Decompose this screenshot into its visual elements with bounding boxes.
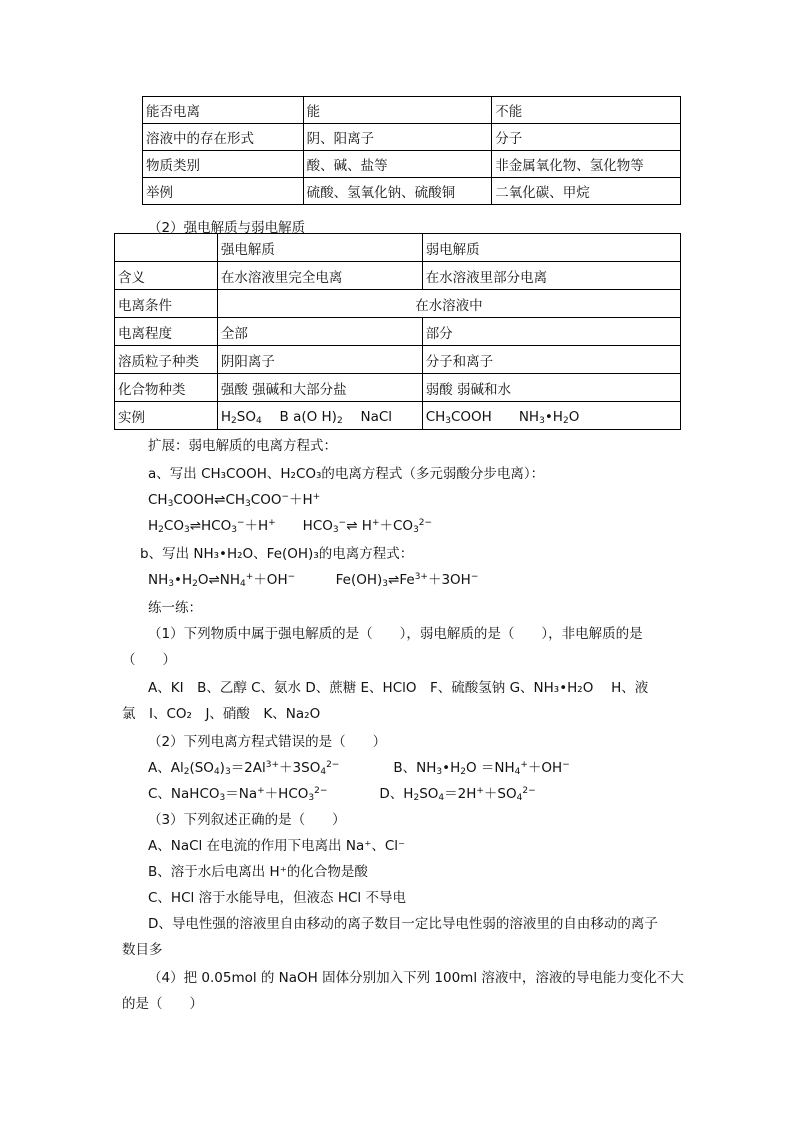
table-row xyxy=(115,290,681,318)
equation-line: $NH_3•H_2O\rightleftharpoons NH_4^++OH^-$ $Fe(OH)_3\rightleftharpoons Fe^{3+}+3OH^-$ xyxy=(148,572,479,589)
question-3-option-b: B、溶于水后电离出 H⁺的化合物是酸 xyxy=(148,864,368,880)
table-cell-formula: $CH_3COOH$ $NH_3•H_2O$ xyxy=(422,402,680,430)
question-b-title: b、写出 NH₃•H₂O、Fe(OH)₃的电离方程式： xyxy=(140,546,414,562)
question-2: （2）下列电离方程式错误的是（ ） xyxy=(148,734,387,750)
comparison-table-ionization xyxy=(142,96,681,205)
table-cell: 在水溶液里部分电离 xyxy=(422,262,680,290)
question-a-title: a、写出 CH₃COOH、H₂CO₃的电离方程式（多元弱酸分步电离）： xyxy=(148,466,545,482)
question-1-cont: （ ） xyxy=(122,652,176,668)
table-cell: 分子和离子 xyxy=(422,346,680,374)
practice-heading: 练一练： xyxy=(148,600,202,616)
table-cell: 二氧化碳、甲烷 xyxy=(492,178,681,205)
table-cell: 举例 xyxy=(143,178,304,205)
question-3-option-c: C、HCl 溶于水能导电，但液态 HCl 不导电 xyxy=(148,890,406,906)
equation-line: $CH_3COOH\rightleftharpoons CH_3COO^-+H^+$ xyxy=(148,492,321,509)
table-cell: 阴阳离子 xyxy=(217,346,422,374)
table-cell: 在水溶液中 xyxy=(217,290,680,318)
table-cell: 溶液中的存在形式 xyxy=(143,124,304,151)
question-1: （1）下列物质中属于强电解质的是（ ），弱电解质的是（ ），非电解质的是 xyxy=(148,626,643,642)
equation-line: $H_2CO_3\rightleftharpoons HCO_3^-+H^+$ $HCO_3^-\rightleftharpoons$ $H^++CO_3^{2-}$ xyxy=(148,518,433,535)
table-cell xyxy=(115,234,218,262)
strong-weak-electrolyte-table xyxy=(114,233,681,430)
table-row xyxy=(115,234,681,262)
question-3: （3）下列叙述正确的是（ ） xyxy=(148,812,346,828)
table-row xyxy=(115,402,681,430)
table-row xyxy=(115,346,681,374)
table-cell: 能否电离 xyxy=(143,97,304,124)
table-cell: 物质类别 xyxy=(143,151,304,178)
question-2-options: C、$NaHCO_3=Na^++HCO_3^{2-}$ D、$H_2SO_4=2H^++SO_4^{2-}$ xyxy=(148,786,536,803)
table-row xyxy=(143,124,681,151)
table-cell-formula: $H_2SO_4$ B a(O $H)_2$ NaCl xyxy=(217,402,422,430)
table-cell: 实例 xyxy=(115,402,218,430)
table-header-cell: 强电解质 xyxy=(217,234,422,262)
table-header-cell: 弱电解质 xyxy=(422,234,680,262)
table-cell: 化合物种类 xyxy=(115,374,218,402)
table-row xyxy=(143,178,681,205)
table-cell: 阴、阳离子 xyxy=(303,124,492,151)
question-4: （4）把 0.05mol 的 NaOH 固体分别加入下列 100ml 溶液中，溶液的导电能力变化不大 xyxy=(148,970,684,986)
question-3-option-d: D、导电性强的溶液里自由移动的离子数目一定比导电性弱的溶液里的自由移动的离子 xyxy=(148,916,658,932)
table-cell: 含义 xyxy=(115,262,218,290)
table-cell: 弱酸 弱碱和水 xyxy=(422,374,680,402)
section-heading: （2）强电解质与弱电解质 xyxy=(148,220,306,236)
table-cell: 电离条件 xyxy=(115,290,218,318)
table-cell: 硫酸、氢氧化钠、硫酸铜 xyxy=(303,178,492,205)
table-cell: 不能 xyxy=(492,97,681,124)
table-row xyxy=(115,318,681,346)
table-row xyxy=(143,97,681,124)
table-row xyxy=(115,262,681,290)
table-cell: 能 xyxy=(303,97,492,124)
table-cell: 酸、碱、盐等 xyxy=(303,151,492,178)
question-2-options: A、$Al_2(SO_4)_3=2Al^{3+}+3SO_4^{2-}$ B、$NH_3•H_2O =NH_4^++OH^-$ xyxy=(148,760,570,777)
table-cell: 非金属氧化物、氢化物等 xyxy=(492,151,681,178)
table-cell: 溶质粒子种类 xyxy=(115,346,218,374)
question-1-options: A、KI B、乙醇 C、氨水 D、蔗糖 E、HClO F、硫酸氢钠 G、NH₃•H₂O H、液 xyxy=(148,680,649,696)
extension-title: 扩展：弱电解质的电离方程式： xyxy=(148,438,337,454)
question-1-options-cont: 氯 I、CO₂ J、硝酸 K、Na₂O xyxy=(122,706,321,722)
table-cell: 强酸 强碱和大部分盐 xyxy=(217,374,422,402)
question-3-option-a: A、NaCl 在电流的作用下电离出 Na⁺、Cl⁻ xyxy=(148,838,406,854)
table-cell: 部分 xyxy=(422,318,680,346)
question-3-option-d-cont: 数目多 xyxy=(122,942,163,958)
table-cell: 电离程度 xyxy=(115,318,218,346)
question-4-cont: 的是（ ） xyxy=(122,996,203,1012)
table-row xyxy=(143,151,681,178)
table-row xyxy=(115,374,681,402)
table-cell: 分子 xyxy=(492,124,681,151)
table-cell: 在水溶液里完全电离 xyxy=(217,262,422,290)
table-cell: 全部 xyxy=(217,318,422,346)
